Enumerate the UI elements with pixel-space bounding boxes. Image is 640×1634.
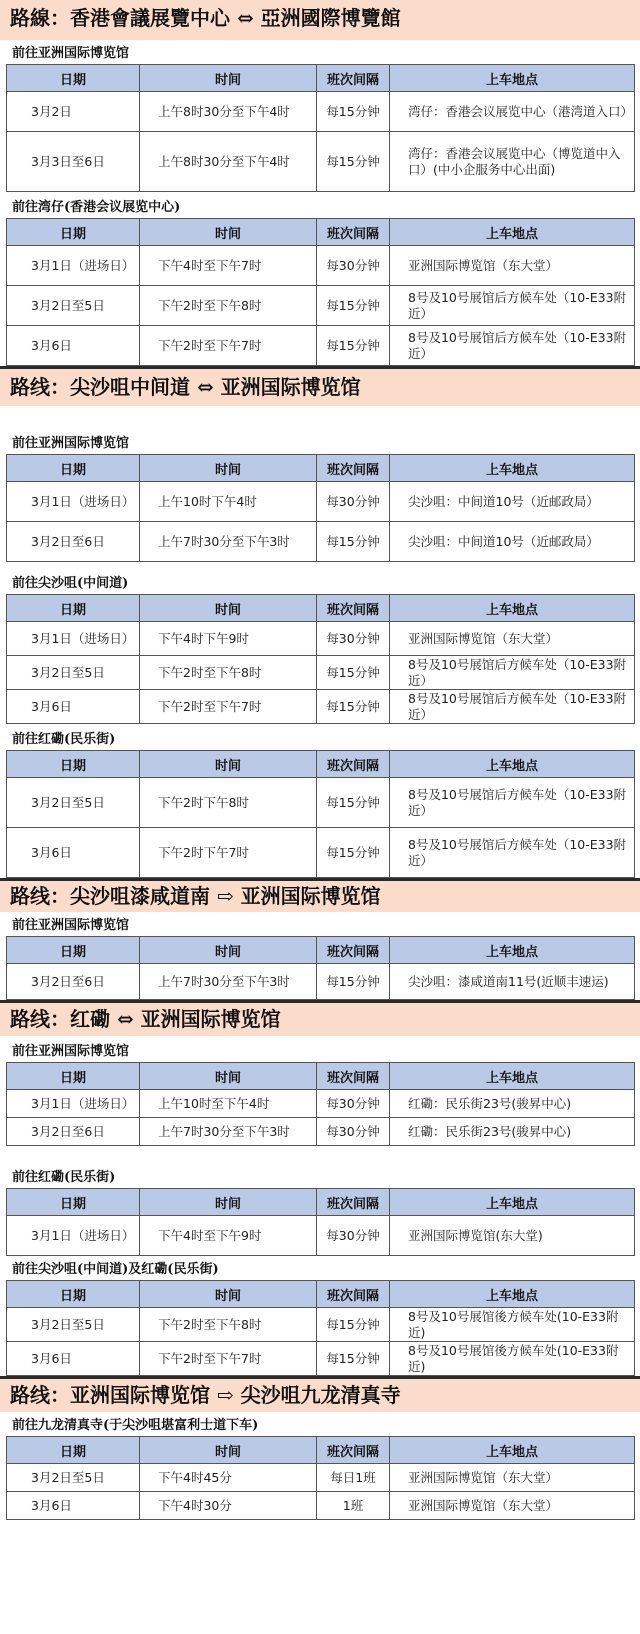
table-header-row [7,1189,635,1216]
interval-cell: 每30分钟 [317,1090,390,1118]
pickup-location-header: 上车地点 [390,937,635,964]
destination-label: 前往尖沙咀(中间道) [12,576,129,591]
interval-cell: 每15分钟 [317,522,390,562]
destination-label: 前往亚洲国际博览馆 [12,918,130,933]
pickup-location-header: 上车地点 [390,65,635,92]
table-row [7,622,635,656]
interval-cell: 每15分钟 [317,690,390,724]
table-header-row [7,219,635,246]
table-row [7,656,635,690]
table-row [7,1464,635,1492]
time-header: 时间 [140,1281,317,1308]
interval-cell: 每15分钟 [317,1308,390,1342]
time-cell: 上午8时30分至下午4时 [140,132,317,192]
destination-label: 前往尖沙咀(中间道)及红磡(民乐街) [12,1262,219,1277]
destination-label: 前往亚洲国际博览馆 [12,436,130,451]
interval-header: 班次间隔 [317,1437,390,1464]
interval-cell: 每日1班 [317,1464,390,1492]
route-title: 路线：尖沙咀中间道 ⇔ 亚洲国际博览馆 [0,366,640,406]
date-cell: 3月3日至6日 [7,132,140,192]
table-header-row [7,1437,635,1464]
date-cell: 3月2日至6日 [7,1118,140,1146]
table-row [7,482,635,522]
destination-label: 前往红磡(民乐街) [12,1170,116,1185]
date-cell: 3月2日至5日 [7,1464,140,1492]
table-header-row [7,1063,635,1090]
date-cell: 3月6日 [7,828,140,878]
time-cell: 下午2时至下午7时 [140,326,317,366]
pickup-location-cell: 湾仔：香港会议展览中心（港湾道入口） [390,92,635,132]
date-cell: 3月6日 [7,326,140,366]
interval-cell: 每30分钟 [317,1216,390,1256]
date-header: 日期 [7,1437,140,1464]
time-cell: 下午4时45分 [140,1464,317,1492]
date-cell: 3月6日 [7,1492,140,1520]
interval-header: 班次间隔 [317,1063,390,1090]
interval-header: 班次间隔 [317,595,390,622]
date-header: 日期 [7,219,140,246]
time-header: 时间 [140,65,317,92]
pickup-location-cell: 红磡：民乐街23号(骏昇中心) [390,1090,635,1118]
pickup-location-header: 上车地点 [390,1063,635,1090]
time-cell: 上午10时下午4时 [140,482,317,522]
destination-label: 前往红磡(民乐街) [12,732,116,747]
schedule-table [6,1436,635,1520]
pickup-location-cell: 湾仔：香港会议展览中心（博览道中入口）(中小企服务中心出面) [390,132,635,192]
interval-cell: 每15分钟 [317,656,390,690]
date-header: 日期 [7,1063,140,1090]
time-cell: 下午2时至下午8时 [140,286,317,326]
date-cell: 3月2日 [7,92,140,132]
interval-cell: 1班 [317,1492,390,1520]
interval-cell: 每30分钟 [317,1118,390,1146]
time-cell: 上午8时30分至下午4时 [140,92,317,132]
table-header-row [7,1281,635,1308]
table-header-row [7,65,635,92]
interval-header: 班次间隔 [317,219,390,246]
time-cell: 上午7时30分至下午3时 [140,1118,317,1146]
date-cell: 3月1日（进场日） [7,246,140,286]
pickup-location-cell: 亚洲国际博览馆(东大堂) [390,1216,635,1256]
pickup-location-cell: 尖沙咀：中间道10号（近邮政局） [390,482,635,522]
pickup-location-header: 上车地点 [390,455,635,482]
interval-cell: 每15分钟 [317,778,390,828]
schedule-table [6,1188,635,1256]
date-header: 日期 [7,937,140,964]
interval-cell: 每15分钟 [317,828,390,878]
table-row [7,778,635,828]
date-cell: 3月1日（进场日） [7,622,140,656]
date-header: 日期 [7,595,140,622]
pickup-location-cell: 亚洲国际博览馆（东大堂） [390,622,635,656]
pickup-location-header: 上车地点 [390,1189,635,1216]
pickup-location-cell: 尖沙咀：中间道10号（近邮政局） [390,522,635,562]
pickup-location-header: 上车地点 [390,751,635,778]
table-row [7,828,635,878]
table-row [7,1216,635,1256]
pickup-location-header: 上车地点 [390,1281,635,1308]
table-header-row [7,751,635,778]
pickup-location-cell: 8号及10号展馆后方候车处（10-E33附近） [390,828,635,878]
destination-label: 前往亚洲国际博览馆 [12,1044,130,1059]
date-header: 日期 [7,751,140,778]
table-row [7,1308,635,1342]
date-header: 日期 [7,1189,140,1216]
schedule-table [6,64,635,192]
time-cell: 下午2时至下午7时 [140,1342,317,1376]
table-row [7,286,635,326]
route-title: 路線：香港會議展覽中心 ⇔ 亞洲國際博覽館 [0,0,640,40]
schedule-table [6,936,635,1000]
route-title: 路线：红磡 ⇔ 亚洲国际博览馆 [0,1000,640,1036]
schedule-table [6,594,635,724]
date-cell: 3月2日至5日 [7,778,140,828]
interval-cell: 每15分钟 [317,132,390,192]
schedule-table [6,1062,635,1146]
pickup-location-cell: 红磡：民乐街23号(骏昇中心) [390,1118,635,1146]
pickup-location-header: 上车地点 [390,1437,635,1464]
time-cell: 下午2时下午7时 [140,828,317,878]
time-header: 时间 [140,1437,317,1464]
time-header: 时间 [140,937,317,964]
interval-cell: 每30分钟 [317,622,390,656]
time-header: 时间 [140,1189,317,1216]
interval-cell: 每15分钟 [317,964,390,1000]
interval-header: 班次间隔 [317,1281,390,1308]
pickup-location-header: 上车地点 [390,595,635,622]
date-cell: 3月2日至6日 [7,522,140,562]
interval-header: 班次间隔 [317,937,390,964]
date-cell: 3月1日（进场日） [7,482,140,522]
table-row [7,690,635,724]
pickup-location-cell: 亚洲国际博览馆（东大堂） [390,1492,635,1520]
pickup-location-cell: 亚洲国际博览馆（东大堂） [390,246,635,286]
date-header: 日期 [7,65,140,92]
pickup-location-cell: 8号及10号展馆後方候车处(10-E33附近) [390,1308,635,1342]
table-row [7,1342,635,1376]
pickup-location-cell: 尖沙咀：漆咸道南11号(近顺丰速运) [390,964,635,1000]
interval-header: 班次间隔 [317,1189,390,1216]
pickup-location-cell: 亚洲国际博览馆（东大堂） [390,1464,635,1492]
table-row [7,1090,635,1118]
date-cell: 3月6日 [7,1342,140,1376]
date-cell: 3月2日至5日 [7,286,140,326]
pickup-location-cell: 8号及10号展馆后方候车处（10-E33附近） [390,778,635,828]
interval-cell: 每15分钟 [317,1342,390,1376]
time-header: 时间 [140,1063,317,1090]
table-row [7,1492,635,1520]
pickup-location-cell: 8号及10号展馆后方候车处（10-E33附近） [390,656,635,690]
date-cell: 3月2日至5日 [7,656,140,690]
schedule-table [6,218,635,366]
time-cell: 上午10时至下午4时 [140,1090,317,1118]
pickup-location-cell: 8号及10号展馆后方候车处（10-E33附近） [390,326,635,366]
time-cell: 下午4时至下午7时 [140,246,317,286]
schedule-table [6,750,635,878]
time-cell: 上午7时30分至下午3时 [140,522,317,562]
destination-label: 前往九龙清真寺(于尖沙咀堪富利士道下车) [12,1418,259,1433]
schedule-table [6,1280,635,1376]
time-cell: 下午4时至下午9时 [140,1216,317,1256]
time-cell: 上午7时30分至下午3时 [140,964,317,1000]
table-row [7,964,635,1000]
date-cell: 3月2日至6日 [7,964,140,1000]
interval-cell: 每15分钟 [317,326,390,366]
interval-header: 班次间隔 [317,455,390,482]
table-row [7,326,635,366]
date-cell: 3月6日 [7,690,140,724]
time-header: 时间 [140,751,317,778]
table-header-row [7,595,635,622]
table-row [7,132,635,192]
time-header: 时间 [140,595,317,622]
time-cell: 下午4时30分 [140,1492,317,1520]
date-cell: 3月1日（进场日） [7,1090,140,1118]
date-header: 日期 [7,455,140,482]
time-cell: 下午2时至下午7时 [140,690,317,724]
table-row [7,92,635,132]
time-cell: 下午2时下午8时 [140,778,317,828]
interval-cell: 每15分钟 [317,286,390,326]
pickup-location-cell: 8号及10号展馆后方候车处（10-E33附近） [390,690,635,724]
interval-header: 班次间隔 [317,751,390,778]
date-cell: 3月1日（进场日） [7,1216,140,1256]
schedule-table [6,454,635,562]
date-header: 日期 [7,1281,140,1308]
section-spacer [0,1146,640,1162]
time-cell: 下午2时至下午8时 [140,1308,317,1342]
interval-cell: 每30分钟 [317,482,390,522]
time-header: 时间 [140,219,317,246]
interval-cell: 每15分钟 [317,92,390,132]
interval-header: 班次间隔 [317,65,390,92]
table-row [7,1118,635,1146]
pickup-location-header: 上车地点 [390,219,635,246]
table-row [7,522,635,562]
pickup-location-cell: 8号及10号展馆後方候车处(10-E33附近) [390,1342,635,1376]
table-header-row [7,455,635,482]
time-cell: 下午4时下午9时 [140,622,317,656]
destination-label: 前往亚洲国际博览馆 [12,46,130,61]
interval-cell: 每30分钟 [317,246,390,286]
destination-label: 前往湾仔(香港会议展览中心) [12,200,181,215]
table-row [7,246,635,286]
time-cell: 下午2时至下午8时 [140,656,317,690]
pickup-location-cell: 8号及10号展馆后方候车处（10-E33附近） [390,286,635,326]
route-title: 路线：尖沙咀漆咸道南 ⇨ 亚洲国际博览馆 [0,878,640,912]
route-title: 路线：亚洲国际博览馆 ⇨ 尖沙咀九龙清真寺 [0,1376,640,1412]
table-header-row [7,937,635,964]
date-cell: 3月2日至5日 [7,1308,140,1342]
time-header: 时间 [140,455,317,482]
